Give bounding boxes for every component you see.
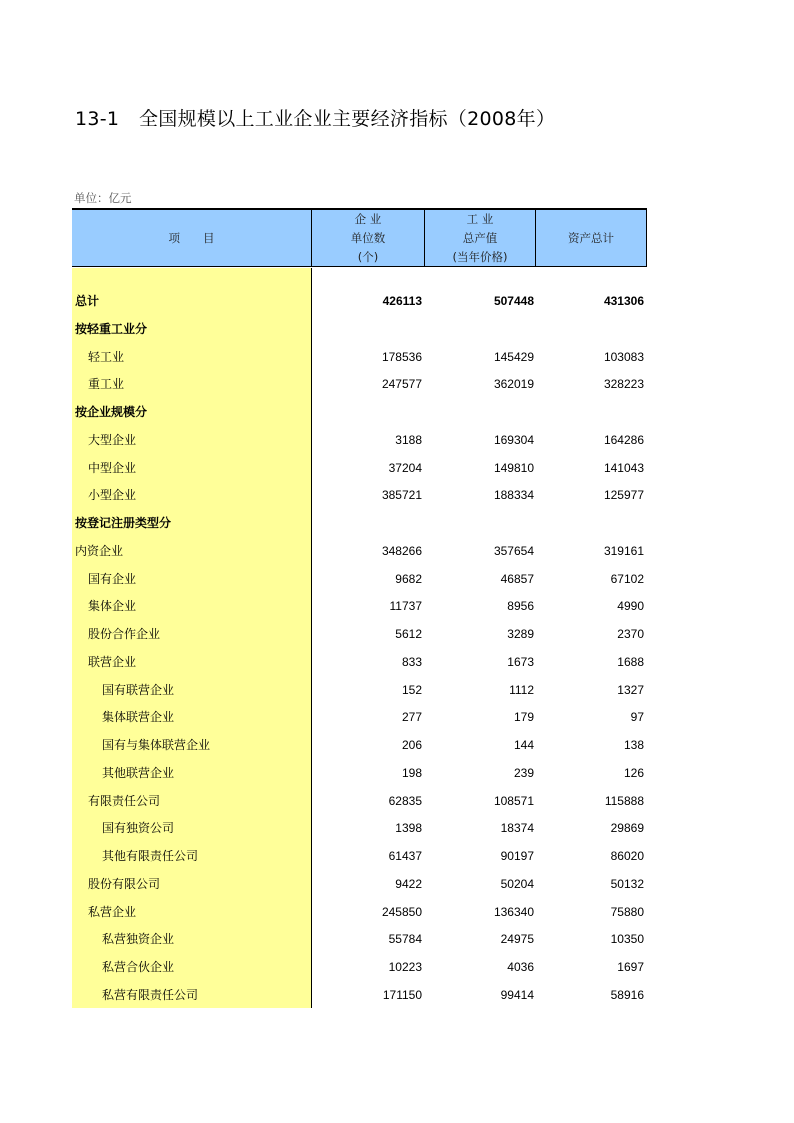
row-label: 私营合伙企业 (102, 960, 175, 974)
output-value-cell: 8956 (507, 599, 534, 614)
table-row (72, 399, 647, 426)
output-value-cell: 179 (513, 710, 534, 725)
row-label: 按企业规模分 (75, 405, 148, 419)
enterprise-count-cell: 9422 (395, 876, 422, 891)
header-col1-line3: (个) (357, 249, 379, 264)
row-label: 私营独资企业 (102, 932, 175, 947)
output-value-cell: 144 (513, 738, 534, 752)
table-row (72, 288, 647, 315)
table-title: 全国规模以上工业企业主要经济指标（2008年） (139, 108, 556, 130)
enterprise-count-cell: 11737 (389, 599, 422, 614)
row-label: 中型企业 (88, 460, 137, 475)
output-value-cell: 1112 (509, 682, 534, 697)
row-label: 股份有限公司 (88, 876, 161, 891)
header-col2-line1: 工 业 (466, 211, 494, 226)
table-row (72, 760, 647, 787)
row-label: 重工业 (88, 377, 125, 392)
row-label: 内资企业 (75, 543, 124, 558)
output-value-cell: 18374 (500, 821, 534, 836)
total-assets-cell: 164286 (603, 432, 644, 447)
total-assets-cell: 141043 (603, 460, 644, 475)
table-row (72, 538, 647, 565)
header-col2-line3: (当年价格) (452, 249, 508, 264)
output-value-cell: 239 (513, 765, 534, 780)
table-row (72, 371, 647, 398)
row-label: 其他联营企业 (102, 765, 175, 780)
enterprise-count-cell: 348266 (381, 543, 422, 558)
row-label: 私营有限责任公司 (102, 987, 199, 1002)
enterprise-count-cell: 245850 (381, 904, 422, 919)
total-assets-cell: 1327 (617, 682, 644, 697)
total-assets-cell: 125977 (603, 488, 644, 503)
row-label: 国有联营企业 (102, 682, 175, 697)
enterprise-count-cell: 10223 (388, 960, 422, 974)
total-assets-cell: 431306 (603, 294, 644, 308)
total-assets-cell: 1697 (617, 960, 644, 974)
table-row (72, 593, 647, 620)
enterprise-count-cell: 247577 (381, 377, 422, 392)
row-label: 按登记注册类型分 (75, 516, 172, 530)
unit-label: 单位：亿元 (74, 191, 132, 205)
header-col3-label: 资产总计 (568, 230, 614, 245)
total-assets-cell: 29869 (610, 821, 644, 836)
enterprise-count-cell: 61437 (388, 849, 422, 863)
enterprise-count-cell: 206 (401, 738, 422, 752)
total-assets-cell: 10350 (610, 932, 644, 947)
row-label: 轻工业 (88, 349, 125, 364)
header-item (72, 210, 311, 266)
output-value-cell: 1673 (507, 654, 534, 669)
header-output-value (424, 210, 535, 266)
table-row (72, 566, 647, 593)
total-assets-cell: 138 (623, 738, 644, 752)
enterprise-count-cell: 385721 (381, 488, 422, 503)
table-row (72, 677, 647, 704)
output-value-cell: 362019 (493, 377, 534, 392)
table-row (72, 344, 647, 371)
table-row (72, 871, 647, 898)
table-row (72, 649, 647, 676)
header-item-label: 项 目 (168, 230, 215, 245)
table-row (72, 455, 647, 482)
row-label: 其他有限责任公司 (102, 849, 199, 863)
enterprise-count-cell: 55784 (388, 932, 422, 947)
row-label: 股份合作企业 (88, 627, 161, 641)
table-row (72, 954, 647, 981)
output-value-cell: 149810 (493, 460, 534, 475)
total-assets-cell: 58916 (610, 987, 644, 1002)
table-row (72, 788, 647, 815)
output-value-cell: 145429 (493, 349, 534, 364)
output-value-cell: 108571 (493, 793, 534, 808)
total-assets-cell: 67102 (610, 571, 644, 586)
output-value-cell: 46857 (500, 571, 534, 586)
enterprise-count-cell: 198 (401, 765, 422, 780)
total-assets-cell: 75880 (610, 904, 644, 919)
row-label: 总计 (75, 294, 100, 308)
output-value-cell: 90197 (500, 849, 534, 863)
row-label: 私营企业 (88, 904, 137, 919)
output-value-cell: 24975 (500, 932, 534, 947)
header-enterprise-count (311, 210, 424, 266)
row-label: 有限责任公司 (88, 793, 161, 808)
total-assets-cell: 115888 (604, 793, 644, 808)
output-value-cell: 357654 (493, 543, 534, 558)
output-value-cell: 136340 (493, 904, 534, 919)
output-value-cell: 3289 (507, 627, 534, 641)
table-row (72, 899, 647, 926)
output-value-cell: 50204 (500, 876, 534, 891)
table-row (72, 316, 647, 343)
row-label: 国有独资公司 (102, 821, 175, 836)
total-assets-cell: 97 (630, 710, 644, 725)
row-label: 集体企业 (88, 599, 137, 614)
header-col1-line1: 企 业 (354, 211, 382, 226)
total-assets-cell: 126 (623, 765, 644, 780)
table-row (72, 621, 647, 648)
total-assets-cell: 1688 (617, 654, 644, 669)
total-assets-cell: 4990 (617, 599, 644, 614)
enterprise-count-cell: 5612 (395, 627, 422, 641)
table-row (72, 427, 647, 454)
total-assets-cell: 50132 (610, 876, 644, 891)
row-label: 联营企业 (88, 654, 137, 669)
total-assets-cell: 86020 (610, 849, 644, 863)
output-value-cell: 188334 (493, 488, 534, 503)
table-row (72, 982, 647, 1009)
enterprise-count-cell: 3188 (395, 432, 422, 447)
enterprise-count-cell: 833 (401, 654, 422, 669)
total-assets-cell: 103083 (603, 349, 644, 364)
enterprise-count-cell: 171150 (382, 987, 422, 1002)
header-col1-line2: 单位数 (350, 230, 386, 245)
row-label: 国有企业 (88, 571, 137, 586)
header-col2-line2: 总产值 (462, 230, 498, 245)
enterprise-count-cell: 277 (401, 710, 422, 725)
page-title (75, 104, 555, 131)
table-row (72, 482, 647, 509)
enterprise-count-cell: 178536 (381, 349, 422, 364)
table-row (72, 815, 647, 842)
output-value-cell: 169304 (493, 432, 534, 447)
table-row (72, 732, 647, 759)
header-total-assets (535, 210, 647, 266)
row-label: 大型企业 (88, 432, 137, 447)
total-assets-cell: 2370 (617, 627, 644, 641)
row-label: 国有与集体联营企业 (102, 738, 211, 752)
enterprise-count-cell: 9682 (395, 571, 422, 586)
enterprise-count-cell: 426113 (382, 294, 422, 308)
table-number: 13-1 (75, 108, 120, 130)
total-assets-cell: 328223 (603, 377, 644, 392)
total-assets-cell: 319161 (603, 543, 644, 558)
row-label: 集体联营企业 (102, 710, 175, 725)
output-value-cell: 4036 (507, 960, 534, 974)
table-header (72, 208, 647, 267)
table-row (72, 704, 647, 731)
output-value-cell: 99414 (500, 987, 534, 1002)
table-row (72, 843, 647, 870)
row-label: 小型企业 (88, 488, 137, 503)
table-row (72, 926, 647, 953)
row-label: 按轻重工业分 (75, 321, 148, 336)
enterprise-count-cell: 37204 (388, 460, 422, 475)
table-row (72, 510, 647, 537)
enterprise-count-cell: 62835 (388, 793, 422, 808)
enterprise-count-cell: 152 (401, 682, 422, 697)
enterprise-count-cell: 1398 (395, 821, 422, 836)
output-value-cell: 507448 (493, 294, 534, 308)
